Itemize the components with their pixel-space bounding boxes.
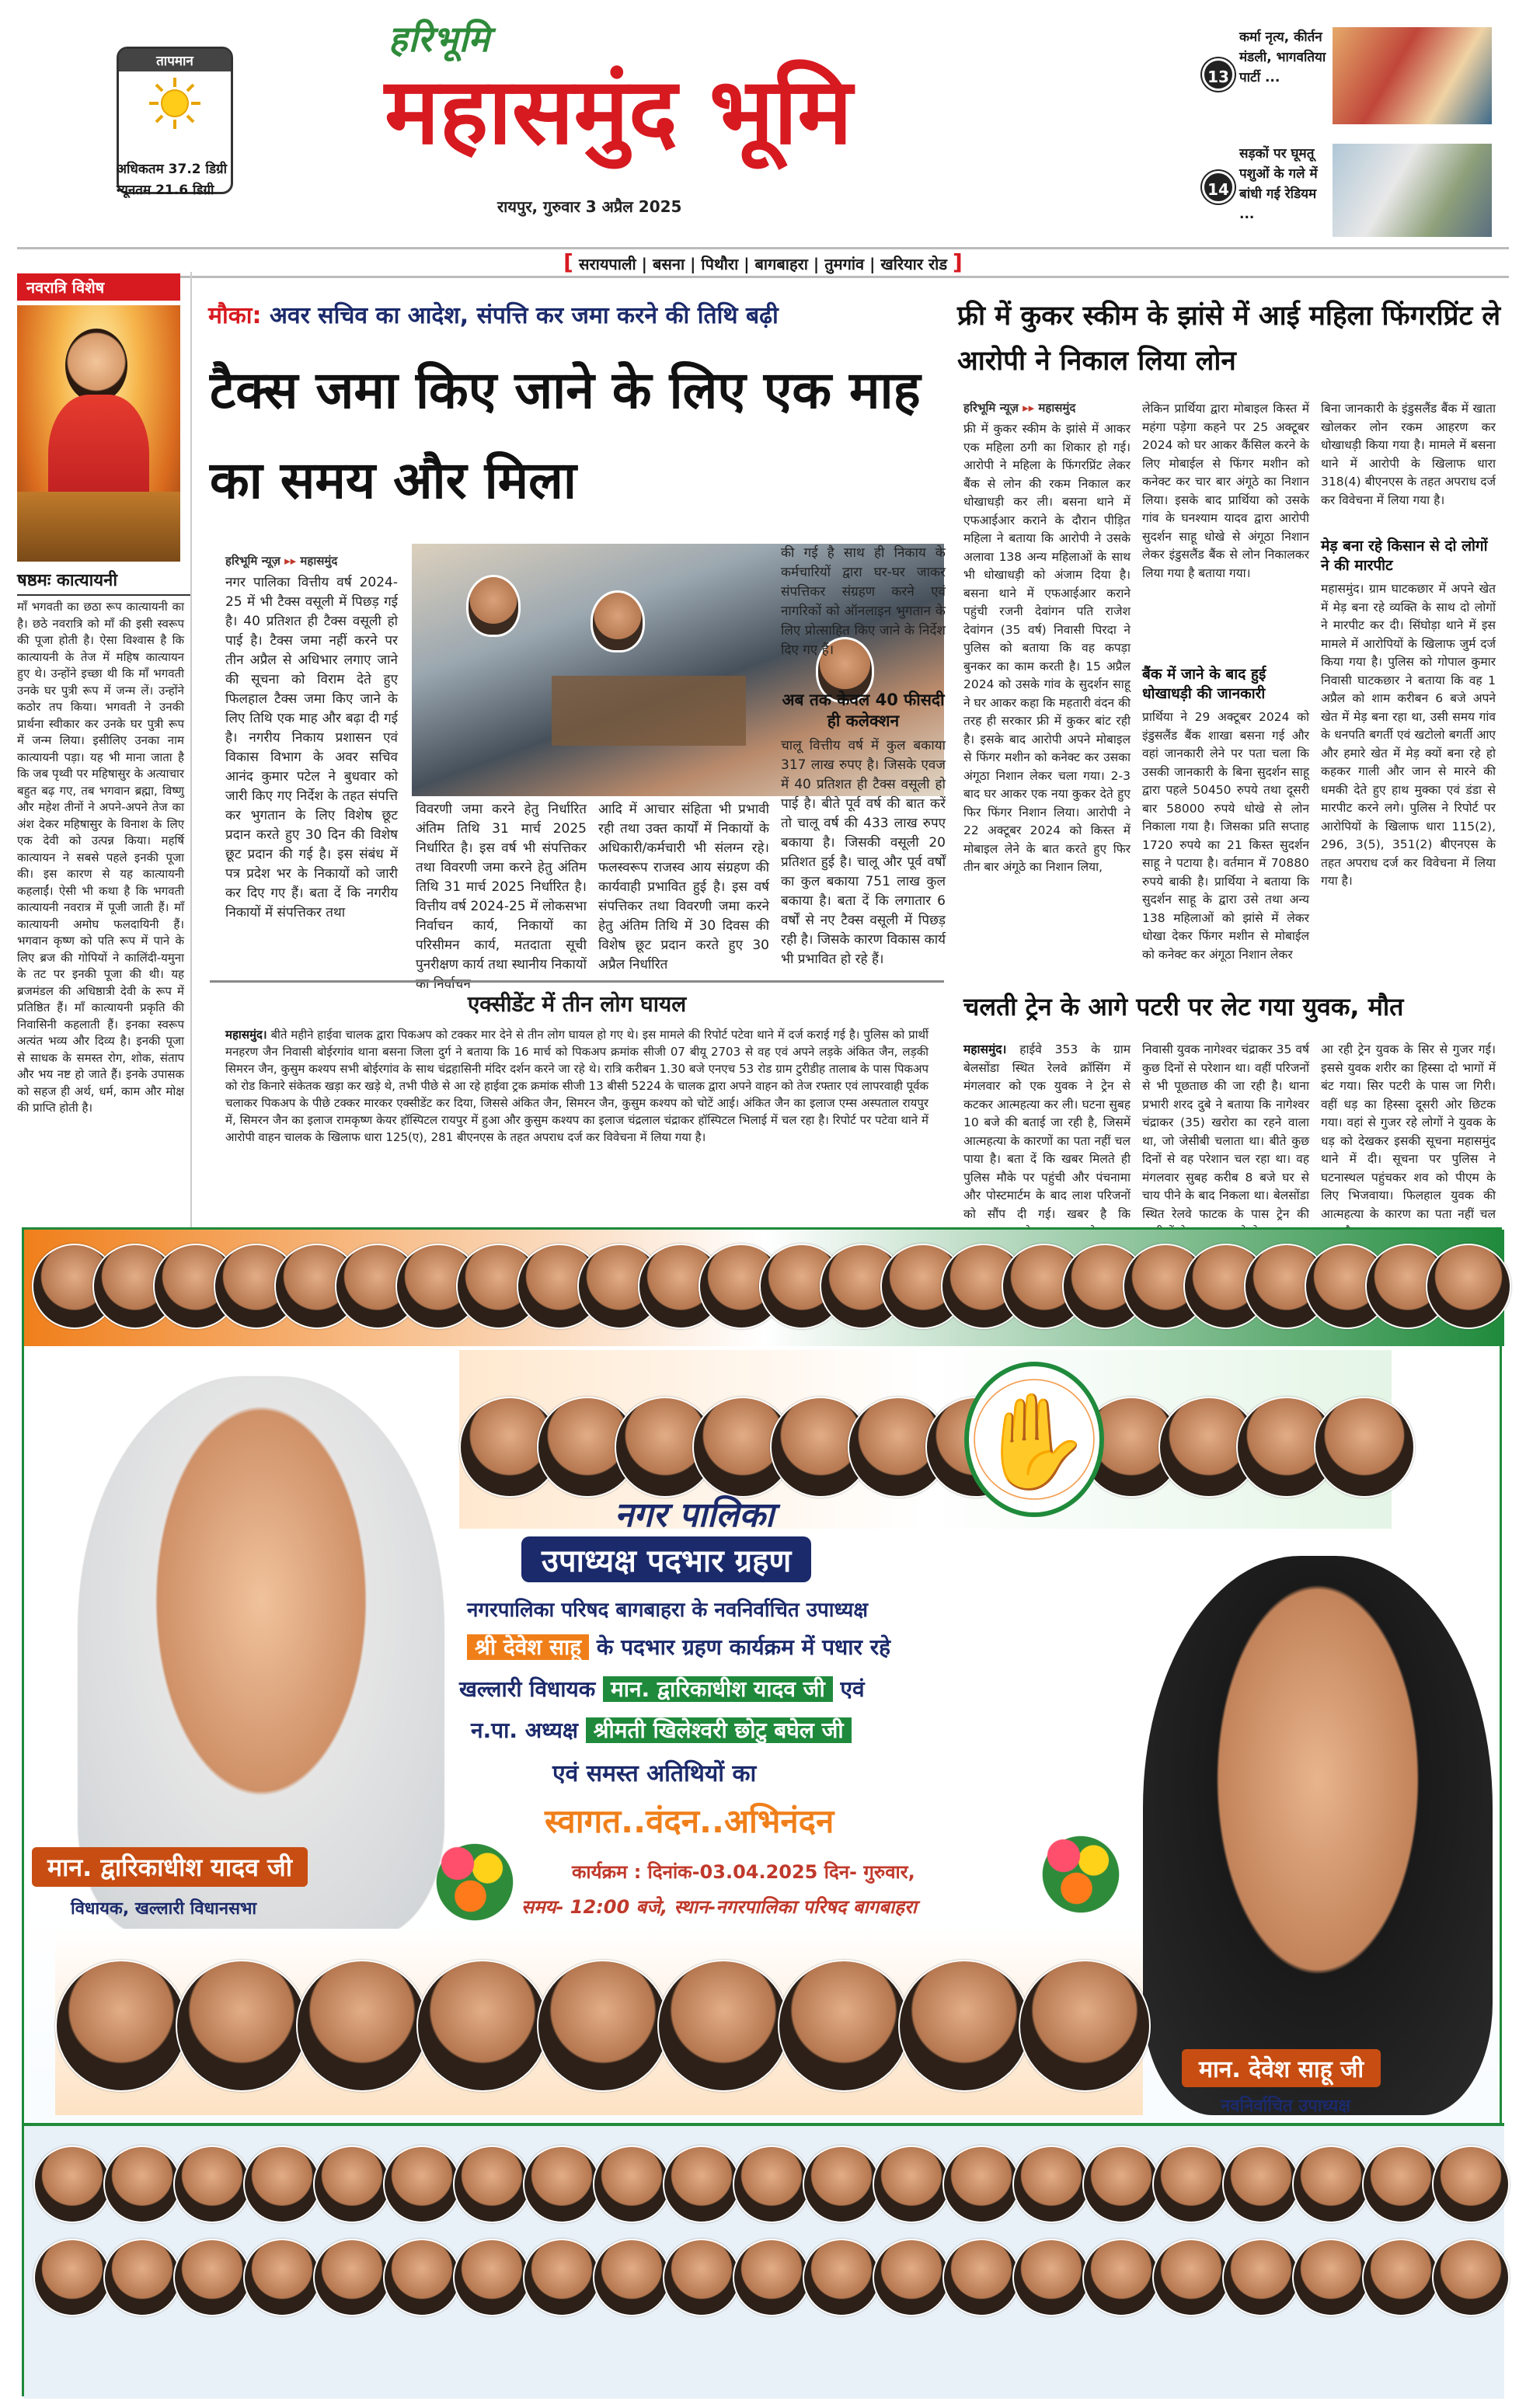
- portrait-thumbnail: [33, 2145, 111, 2223]
- ad-line-4a: न.पा. अध्यक्ष: [471, 1717, 578, 1743]
- weather-min: न्यूनतम 21.6 डिग्री: [117, 183, 214, 198]
- portrait-thumbnail: [898, 1960, 1030, 2092]
- portrait-thumbnail: [453, 2145, 531, 2223]
- train-place: महासमुंद।: [963, 1042, 1007, 1056]
- ad-line-1: नगरपालिका परिषद बागबाहरा के नवनिर्वाचित उपाध्यक्ष: [467, 1599, 868, 1622]
- tax-deck: अवर सचिव का आदेश, संपत्ति कर जमा करने की तिथि बढ़ी: [269, 302, 779, 329]
- portrait-thumbnail: [33, 2239, 111, 2316]
- ad-middle-portraits: [55, 1929, 1143, 2115]
- portrait-thumbnail: [1012, 2145, 1090, 2223]
- tax-column-1: हरिभूमि न्यूज़ ▸▸ महासमुंद नगर पालिका वित्तीय वर्ष 2024-25 में भी टैक्स वसूली में पिछड़ गई है। 40 प्रतिशत ही टैक्स वसूली हो पाई है। टैक्स जमा नहीं करने पर तीन अप्रैल से अधिभार लगाए जाने की सूचना को विराम देते हुए फिलहाल टैक्स जमा किए जाने के लिए तिथि एक माह और बढ़ा दी गई है। नगरीय निकाय प्रशासन एवं विकास विभाग के अवर सचिव आनंद कुमार पटेल ने बुधवार को जारी किए गए निर्देश के तहत संपत्ति कर भुगतान के लिए विशेष छूट प्रदान करते हुए 30 दिन की विशेष छूट प्रदान की गई है। इस संबंध में पत्र प्रदेश भर के निकायों को जारी कर दिए गए हैं। बता दें कि नगरीय निकायों में संपत्तिकर तथा: [225, 553, 398, 993]
- accident-headline[interactable]: एक्सीडेंट में तीन लोग घायल: [467, 991, 687, 1017]
- ad-right-name: मान. देवेश साहू जी: [1182, 2049, 1381, 2087]
- portrait-thumbnail: [383, 2145, 461, 2223]
- portrait-thumbnail: [1222, 2239, 1300, 2316]
- portrait-thumbnail: [176, 1960, 308, 2092]
- ad-left-role: विधायक, खल्लारी विधानसभा: [71, 1899, 257, 1919]
- fraud-column-3: [1321, 400, 1496, 953]
- train-body-1: हाईवे 353 के ग्राम बेलसोंडा स्थित रेलवे क्रॉसिंग में मंगलवार को एक युवक ने ट्रेन से कटकर आत्महत्या कर ली। घटना सुबह 10 बजे की बताई जा रही है, जिसमें आत्महत्या के कारणों का पता नहीं चल पाया है। बता दें कि खबर मिलते ही पुलिस मौके पर पहुंची और पंचनामा और पोस्टमार्टम के बाद लाश परिजनों को सौंप दी गई। खबर है कि: [963, 1042, 1131, 1221]
- tax-body-4: की गई है साथ ही निकाय के कर्मचारियों द्वारा घर-घर जाकर संपत्तिकर संग्रहण करने एवं नागरिकों को ऑनलाइन भुगतान के लिए प्रोत्साहित किए जाने के निर्देश दिए गए हैं।: [781, 545, 946, 658]
- fraud-body-3b: महासमुंद। ग्राम घाटकछार में अपने खेत में मेड़ बना रहे व्यक्ति के साथ दो लोगों ने मारपीट कर दी। सिंघोड़ा थाने में इस मामले में आरोपियों के खिलाफ जुर्म दर्ज किया गया है। पुलिस को गोपाल कुमार निवासी घाटकछार ने बताया कि वह 1 अप्रैल को शाम करीबन 6 बजे अपने खेत में मेड़ बना रहा था, उसी समय गांव के धनपति बगर्ती एवं खटोलो बगर्ती आए और हमारे खेत में मेड़ क्यों बना रहे हो कहकर गाली और जान से मारने की धमकी देते हुए हाथ मुक्का एवं डंडा से मारपीट करने लगे। पुलिस ने रिपोर्ट पर आरोपियों के खिलाफ धारा 115(2), 296, 3(5), 351(2) बीएनएस के तहत अपराध दर्ज कर विवेचना में लिया गया है।: [1321, 582, 1496, 888]
- tax-place: महासमुंद: [300, 554, 338, 568]
- ad-line-2: के पदभार ग्रहण कार्यक्रम में पधार रहे: [596, 1634, 891, 1660]
- portrait-thumbnail: [313, 2239, 391, 2316]
- tax-body-2: विवरणी जमा करने हेतु निर्धारित अंतिम तिथि 31 मार्च 2025 निर्धारित है। इस वर्ष भी संपत्तिकर तथा विवरणी जमा करने हेतु अंतिम तिथि 31 मार्च 2025 निर्धारित है। वित्तीय वर्ष 2024-25 में लोकसभा निर्वाचन कार्य, निकायों का परिसीमन कार्य, मतदाता सूची पुनरीक्षण कार्य तथा स्थानीय निकायों का निर्वाचन: [416, 802, 587, 992]
- portrait-thumbnail: [55, 1960, 187, 2092]
- ad-right-role: नवनिर्वाचित उपाध्यक्ष: [1221, 2097, 1351, 2116]
- portrait-thumbnail: [942, 2239, 1020, 2316]
- tax-body-4b: चालू वित्तीय वर्ष में कुल बकाया 317 लाख रुपए है। जिसके एवज में 40 प्रतिशत ही टैक्स वसूली हो पाई है। बीते पूर्व वर्ष की बात करें तो चालू वर्ष की 433 लाख रुपए बकाया है। जिसकी वसूली 20 प्रतिशत हुई है। चालू और पूर्व वर्षों का कुल बकाया 751 लाख कुल बकाया है। बता दें कि लगातार 6 वर्षों से नए टैक्स वसूली में पिछड़ रही है। जिसके कारण विकास कार्य भी प्रभावित हो रहे हैं।: [781, 738, 946, 967]
- portrait-thumbnail: [733, 2145, 810, 2223]
- portrait-thumbnail: [173, 2145, 251, 2223]
- portrait-thumbnail: [103, 2145, 181, 2223]
- weather-label: तापमान: [119, 49, 231, 71]
- portrait-thumbnail: [416, 1960, 549, 2092]
- accident-box: [210, 980, 944, 1213]
- portrait-thumbnail: [537, 1960, 669, 2092]
- ad-center-portraits: [459, 1350, 1392, 1529]
- teaser-page-badge: 14: [1202, 171, 1235, 204]
- ad-mla-name: मान. द्वारिकाधीश यादव जी: [603, 1676, 833, 1702]
- portrait-thumbnail: [1222, 2145, 1300, 2223]
- portrait-thumbnail: [1362, 2145, 1440, 2223]
- portrait-thumbnail: [1314, 1397, 1415, 1498]
- ad-subtitle: उपाध्यक्ष पदभार ग्रहण: [521, 1536, 811, 1582]
- train-headline[interactable]: चलती ट्रेन के आगे पटरी पर लेट गया युवक, मौत: [963, 992, 1404, 1021]
- fraud-column-2: [1142, 400, 1309, 962]
- ad-line-5: एवं समस्त अतिथियों का: [552, 1760, 757, 1787]
- portrait-thumbnail: [296, 1960, 428, 2092]
- portrait-thumbnail: [942, 2145, 1020, 2223]
- portrait-thumbnail: [663, 2239, 740, 2316]
- portrait-thumbnail: [1082, 2145, 1160, 2223]
- ad-left-name: मान. द्वारिकाधीश यादव जी: [32, 1847, 308, 1887]
- town-strip: [ सरायपाली | बसना | पिथौरा | बागबाहरा | तुमगांव | खरियार रोड ]: [17, 247, 1509, 278]
- ad-welcome: स्वागत..वंदन..अभिनंदन: [545, 1802, 834, 1840]
- town-link[interactable]: बसना: [652, 255, 685, 273]
- bouquet-icon: [1038, 1828, 1124, 1921]
- portrait-thumbnail: [1019, 1960, 1151, 2092]
- portrait-thumbnail: [243, 2239, 321, 2316]
- portrait-thumbnail: [803, 2145, 880, 2223]
- fraud-subhead-1: बैंक में जाने के बाद हुई धोखाधड़ी की जानकारी: [1142, 666, 1266, 702]
- fraud-body-3: बिना जानकारी के इंडुसलैंड बैंक में खाता खोलकर लोन रकम आहरण कर धोखाधड़ी किया गया है। मामले में बसना थाने में आरोपी के खिलाफ धारा 318(4) बीएनएस के तहत अपराध दर्ज कर विवेचना में लिया गया है।: [1321, 402, 1496, 507]
- portrait-thumbnail: [803, 2239, 880, 2316]
- fraud-body-1: फ्री में कुकर स्कीम के झांसे में आकर एक महिला ठगी का शिकार हो गई। आरोपी ने महिला के फिंगरप्रिंट लेकर बैंक से लोन की रकम निकाल कर धोखाधड़ी कर ली। बसना थाने में एफआईआर कराने के दौरान पीड़ित महिला ने बताया कि आरोपी ने उसके अलावा 138 अन्य महिलाओं के साथ भी धोखाधड़ी को अंजाम दिया है। बसना थाने में एफआईआर कराने पहुंची रजनी देवांगन पति राजेश देवांगन (35 वर्ष) निवासी पिरदा ने पुलिस को बताया कि वह कपड़ा बुनकर का काम करती है। 15 अप्रैल 2024 को उसके गांव के सुदर्शन साहू ने घर आकर कहा कि महतारी वंदन की तरह ही सरकार फ्री में कुकर बांट रही है। इसके बाद आरोपी अपने मोबाइल से फिंगर मशीन को कनेक्ट कर उसका अंगूठा निशान लेकर चला गया। 2-3 बाद घर आकर एक नया कुकर देते हुए फिर फिंगर निशान लिया। आरोपी ने 22 अक्टूबर 2024 को किस्त में मोबाइल लेने के बात करते हुए फिर तीन बार अंगूठे का निशान लिया,: [963, 422, 1131, 874]
- ad-line-3a: खल्लारी विधायक: [459, 1676, 596, 1702]
- navratri-tag: नवरात्रि विशेष: [17, 273, 180, 301]
- portrait-thumbnail: [243, 2145, 321, 2223]
- portrait-thumbnail: [173, 2239, 251, 2316]
- portrait-thumbnail: [873, 2145, 950, 2223]
- portrait-thumbnail: [1432, 2145, 1510, 2223]
- portrait-thumbnail: [733, 2239, 810, 2316]
- advertisement: [22, 1227, 1502, 2396]
- portrait-thumbnail: [1426, 1244, 1511, 1329]
- portrait-thumbnail: [657, 1960, 789, 2092]
- teaser-box: [1185, 23, 1519, 241]
- portrait-thumbnail: [593, 2145, 671, 2223]
- ad-chairperson-name: श्रीमती खिलेश्वरी छोटु बघेल जी: [586, 1717, 852, 1743]
- portrait-thumbnail: [873, 2239, 950, 2316]
- portrait-thumbnail: [523, 2239, 601, 2316]
- portrait-thumbnail: [103, 2239, 181, 2316]
- ad-venue: समय- 12:00 बजे, स्थान-नगरपालिका परिषद बागबाहरा: [521, 1896, 917, 1918]
- portrait-thumbnail: [1012, 2239, 1090, 2316]
- fraud-column-1: हरिभूमि न्यूज़ ▸▸ महासमुंद फ्री में कुकर स्कीम के झांसे में आकर एक महिला ठगी का शिकार हो गई। आरोपी ने महिला के फिंगरप्रिंट लेकर बैंक से लोन की रकम निकाल कर धोखाधड़ी कर ली। बसना थाने में एफआईआर कराने के दौरान पीड़ित महिला ने बताया कि आरोपी ने उसके अलावा 138 अन्य महिलाओं के साथ भी धोखाधड़ी को अंजाम दिया है। बसना थाने में एफआईआर कराने पहुंची रजनी देवांगन पति राजेश देवांगन (35 वर्ष) निवासी पिरदा ने पुलिस को बताया कि वह कपड़ा बुनकर का काम करती है। 15 अप्रैल 2024 को उसके गांव के सुदर्शन साहू ने घर आकर कहा कि महतारी वंदन की तरह ही सरकार फ्री में कुकर बांट रही है। इसके बाद आरोपी अपने मोबाइल से फिंगर मशीन को कनेक्ट कर उसका अंगूठा निशान लेकर चला गया। 2-3 बाद घर आकर एक नया कुकर देते हुए फिर फिंगर निशान लिया। आरोपी ने 22 अक्टूबर 2024 को किस्त में मोबाइल लेने के बात करते हुए फिर तीन बार अंगूठे का निशान लिया,: [963, 400, 1131, 964]
- portrait-thumbnail: [778, 1960, 910, 2092]
- portrait-thumbnail: [1082, 2239, 1160, 2316]
- ad-title: नगर पालिका: [615, 1495, 775, 1535]
- accident-place: महासमुंद।: [225, 1028, 267, 1042]
- fraud-body-2b: प्रार्थिया ने 29 अक्टूबर 2024 को इंडुसलैंड बैंक शाखा बसना गई और वहां जानकारी लेने पर पता चला कि उसकी जानकारी के बिना सुदर्शन साहू द्वारा पहले 50450 रुपये तथा दूसरी बार 58000 रुपये धोखे से लोन निकाला गया है। जिसका प्रति सप्ताह 1720 रुपये का 21 किस्त सुदर्शन साहू ने पटाया है। वर्तमान में 70880 रुपये बाकी है। प्रार्थिया ने बताया कि सुदर्शन साहू के द्वारा उसे तथा अन्य 138 महिलाओं को झांसे में लेकर धोखा देकर फिंगर मशीन से मोबाईल को कनेक्ट कर अंगूठा निशान लेकर: [1142, 710, 1309, 962]
- tax-body-3: आदि में आचार संहिता भी प्रभावी रही तथा उक्त कार्यों में निकायों के अधिकारी/कर्मचारी भी संलग्न रहे। फलस्वरूप राजस्व आय संग्रहण की कार्यवाही प्रभावित हुई है। इस वर्ष संपत्तिकर तथा विवरणी जमा करने हेतु अंतिम तिथि में 30 दिवस की विशेष छूट प्रदान करते हुए 30 अप्रैल निर्धारित: [598, 802, 769, 973]
- portrait-thumbnail: [1432, 2239, 1510, 2316]
- fraud-place: महासमुंद: [1038, 401, 1076, 415]
- portrait-thumbnail: [523, 2145, 601, 2223]
- portrait-thumbnail: [1362, 2239, 1440, 2316]
- teaser-page-badge: 13: [1202, 58, 1235, 91]
- portrait-thumbnail: [663, 2145, 740, 2223]
- town-link[interactable]: पिथौरा: [701, 255, 739, 273]
- town-link[interactable]: खरियार रोड: [880, 255, 948, 273]
- teaser-photo: [1333, 144, 1492, 237]
- tax-kicker: मौका:: [208, 302, 262, 329]
- ad-line-3c: एवं: [840, 1676, 865, 1702]
- fraud-headline[interactable]: फ्री में कुकर स्कीम के झांसे में आई महिला फिंगरप्रिंट ले आरोपी ने निकाल लिया लोन: [957, 301, 1501, 377]
- tax-column-4: [781, 544, 946, 969]
- town-link[interactable]: सरायपाली: [578, 255, 636, 273]
- ad-devesh-name: श्री देवेश साहू: [467, 1634, 589, 1660]
- train-column-1: [963, 1041, 1131, 1221]
- brand-logo: हरिभूमि: [388, 18, 490, 60]
- fraud-byline: हरिभूमि न्यूज़: [963, 401, 1019, 415]
- ad-top-portraits: [24, 1230, 1504, 1346]
- town-link[interactable]: बागबाहरा: [754, 255, 808, 273]
- portrait-thumbnail: [1152, 2239, 1230, 2316]
- accident-body: बीते महीने हाईवा चालक द्वारा पिकअप को टक्कर मार देने से तीन लोग घायल हो गए थे। इस मामले की रिपोर्ट पटेवा थाने में दर्ज कराई गई है। पुलिस को प्रार्थी मनहरण जैन निवासी बोईरगांव थाना बसना जिला दुर्ग ने बताया कि 16 मार्च को पिकअप क्रमांक सीजी 07 बीयू 2703 से वह एवं अपने लड़के अंकित जैन, लड़की सिमरन जैन, कुसुम कश्यप सभी बोईरगांव के साथ चंद्रहासिनी मंदिर दर्शन करने जा रहे थे। रात्रि करीबन 1.30 बजे एनएच 53 रोड ग्राम टुरीडीह तालाब के पास पिकअप को रोड किनारे संकेतक खड़ा कर खड़े थे, तभी पीछे से आ रहे हाईवा ट्रक क्रमांक सीजी 13 बीसी 5224 के चालक द्वारा अपने वाहन को तेज रफ्तार एवं लापरवाही पूर्वक चलाकर पिकअप के पीछे टक्कर मारकर एक्सीडेंट कर दिया, जिससे अंकित जैन, सिमरन जैन, कुसुम कश्यप को चोटें आई। अंकित जैन का इलाज एम्स अस्पताल रायपुर में, सिमरन जैन का इलाज रामकृष्ण केयर हॉस्पिटल रायपुर में हुआ और कुसुम कश्यप का इलाज चंद्रलाल चंद्राकर हॉस्पिटल भिलाई में चल रहा है। रिपोर्ट पर पटेवा थाने में आरोपी वाहन चालक के खिलाफ धारा 125(ए), 281 बीएनएस के तहत अपराध दर्ज कर विवेचना में लिया गया है।: [225, 1028, 928, 1144]
- ad-bottom-portraits: [24, 2123, 1504, 2399]
- hand-symbol-icon: ✋: [964, 1362, 1104, 1517]
- tax-byline: हरिभूमि न्यूज़: [225, 554, 280, 568]
- ad-program: कार्यक्रम : दिनांक-03.04.2025 दिन- गुरुवार,: [572, 1861, 915, 1883]
- dateline: रायपुर, गुरुवार 3 अप्रैल 2025: [497, 197, 682, 216]
- portrait-thumbnail: [593, 2239, 671, 2316]
- train-body-2: निवासी युवक नागेश्वर चंद्राकर 35 वर्ष कुछ दिनों से परेशान था। वहीं परिजनों से भी पूछताछ की जा रही है। थाना प्रभारी शरद दुबे ने बताया कि नागेश्वर चंद्राकर (35) खरोरा का रहने वाला था, जो जेसीबी चलाता था। बीते कुछ दिनों से वह परेशान चल रहा था। वह मंगलवार सुबह करीब 8 बजे घर से चाय पीने के बाद निकला था। बेलसोंडा स्थित रेलवे फाटक के पास ट्रेन की: [1142, 1042, 1309, 1221]
- teaser-text[interactable]: कर्मा नृत्य, कीर्तन मंडली, भागवतिया पार्टी ...: [1239, 30, 1326, 85]
- tax-body-1: नगर पालिका वित्तीय वर्ष 2024-25 में भी टैक्स वसूली में पिछड़ गई है। 40 प्रतिशत ही टैक्स वसूली हो पाई है। टैक्स जमा नहीं करने पर तीन अप्रैल से अधिभार लगाए जाने की सूचना को विराम देते हुए फिलहाल टैक्स जमा किए जाने के लिए तिथि एक माह और बढ़ा दी गई है। नगरीय निकाय प्रशासन एवं विकास विभाग के अवर सचिव आनंद कुमार पटेल ने बुधवार को जारी किए गए निर्देश के तहत संपत्ति कर भुगतान के लिए विशेष छूट प्रदान करते हुए 30 दिन की विशेष छूट प्रदान की गई है। इस संबंध में पत्र प्रदेश भर के निकायों को जारी कर दिए गए हैं। बता दें कि नगरीय निकायों में संपत्तिकर तथा: [225, 575, 398, 920]
- portrait-thumbnail: [383, 2239, 461, 2316]
- fraud-body-2: लेकिन प्रार्थिया द्वारा मोबाइल किस्त में महंगा पड़ेगा कहने पर 25 अक्टूबर 2024 को घर आकर कैंसिल करने के लिए मोबाईल से फिंगर मशीन को कनेक्ट कर चार बार अंगूठे का निशान लिया। इसके बाद प्रार्थिया को उसके गांव के घनश्याम यादव द्वारा आरोपी सुदर्शन साहू धोखे से अंगूठा निशान लेकर इंडुसलैंड बैंक से लोन निकालकर लिया गया है बताया गया।: [1142, 402, 1309, 580]
- sun-icon: [148, 76, 202, 130]
- weather-max: अधिकतम 37.2 डिग्री: [117, 162, 228, 177]
- bouquet-icon: [432, 1836, 517, 1929]
- portrait-thumbnail: [313, 2145, 391, 2223]
- portrait-thumbnail: [1152, 2145, 1230, 2223]
- page-title: महासमुंद भूमि: [385, 57, 852, 165]
- tax-headline[interactable]: टैक्स जमा किए जाने के लिए एक माह का समय और मिला: [210, 360, 921, 510]
- fraud-subhead-2: मेड़ बना रहे किसान से दो लोगों ने की मारपीट: [1321, 538, 1488, 574]
- town-link[interactable]: तुमगांव: [824, 255, 865, 273]
- teaser-photo: [1333, 27, 1492, 124]
- navratri-body: माँ भगवती का छठा रूप कात्यायनी का है। छठे नवरात्रि को माँ की इसी स्वरूप की पूजा होती है। ऐसा विश्वास है कि कात्यायनी के तेज में महिष कात्यायन हुए थे। उन्होंने इच्छा थी कि माँ भगवती उनके घर पुत्री रूप में जन्म लें। उन्होंने कठोर तप किया। भगवती ने उनकी प्रार्थना स्वीकार कर उनके घर पुत्री रूप में जन्म लिया। इसीलिए उनका नाम कात्यायनी पड़ा। यह भी माना जाता है कि जब पृथ्वी पर महिषासुर के अत्याचार बहुत बढ़ गए, तब भगवान ब्रह्मा, विष्णु और महेश तीनों ने अपने-अपने तेज का अंश देकर महिषासुर के विनाश के लिए एक देवी को उत्पन्न किया। महर्षि कात्यायन ने सबसे पहले इनकी पूजा की। इस कारण से यह कात्यायनी कहलाईं। ऐसी भी कथा है कि भगवती कात्यायनी नवरात्र में पूजी जाती हैं। माँ कात्यायनी अमोघ फलदायिनी हैं। भगवान कृष्ण को पति रूप में पाने के लिए ब्रज की गोपियों ने कालिंदी-यमुना के तट पर इनकी पूजा की थी। यह ब्रजमंडल की अधिष्ठात्री देवी के रूप में प्रतिष्ठित हैं। माँ कात्यायनी प्रकृति की निवासिनी कहलाती हैं। इनका स्वरूप अत्यंत भव्य और दिव्य है। इनकी पूजा से साधक के समस्त रोग, शोक, संताप और भय नष्ट हो जाते हैं। इनके उपासक को सहज ही अर्थ, धर्म, काम और मोक्ष की प्राप्ति होती है।: [17, 600, 184, 1115]
- goddess-image: [17, 305, 180, 562]
- navratri-heading: षष्ठमः कात्यायनी: [17, 568, 190, 596]
- portrait-thumbnail: [1292, 2239, 1370, 2316]
- tax-subhead: अब तक केवल 40 फीसदी ही कलेक्शन: [782, 691, 945, 730]
- train-body-3: आ रही ट्रेन युवक के सिर से गुजर गई। इससे युवक शरीर का हिस्सा दो भागों में बंट गया। सिर पटरी के पास जा गिरी। वहीं धड़ का हिस्सा दूसरी ओर छिटक गया। वहां से गुजर रहे लोगों ने युवक के धड़ को देखकर इसकी सूचना महासमुंद थाने में दी। सूचना पर पुलिस ने घटनास्थल पहुंचकर शव को पीएम के लिए भिजवाया। फिलहाल युवक की आत्महत्या के कारण का पता नहीं चल: [1321, 1042, 1496, 1221]
- teaser-text[interactable]: सड़कों पर घूमतू पशुओं के गले में बांधी गई रेडियम ...: [1239, 146, 1318, 222]
- tax-kicker-bar: [208, 294, 946, 339]
- portrait-thumbnail: [1292, 2145, 1370, 2223]
- portrait-thumbnail: [453, 2239, 531, 2316]
- ad-right-portrait: [1143, 1556, 1493, 2115]
